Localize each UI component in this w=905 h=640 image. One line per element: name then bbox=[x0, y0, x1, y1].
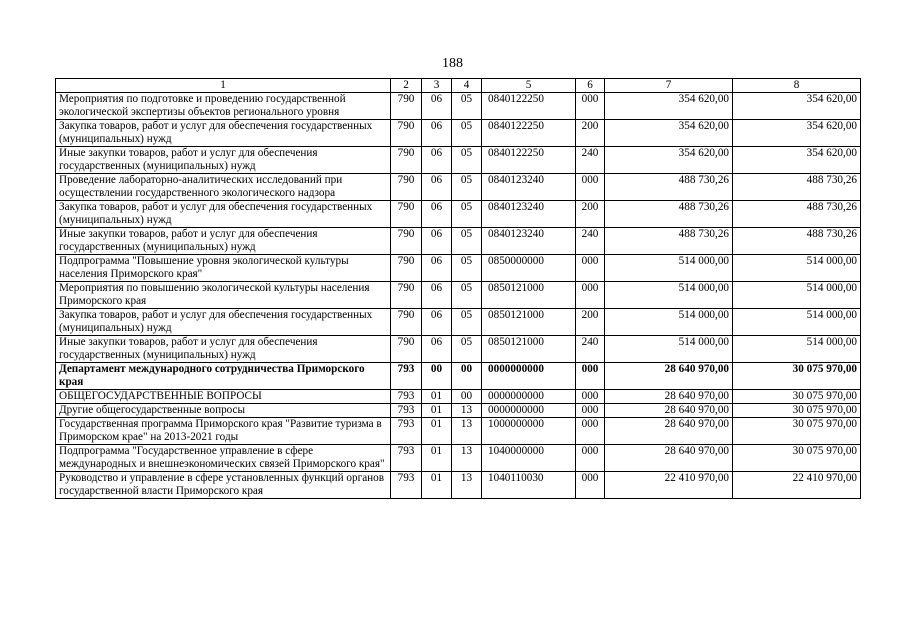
grbs-code-cell: 790 bbox=[391, 309, 422, 336]
grbs-code-cell: 790 bbox=[391, 201, 422, 228]
subsection-code-cell: 05 bbox=[452, 309, 482, 336]
target-article-cell: 1000000000 bbox=[482, 418, 576, 445]
amount-year1-cell: 28 640 970,00 bbox=[605, 404, 733, 418]
target-article-cell: 1040000000 bbox=[482, 445, 576, 472]
expense-type-cell: 000 bbox=[576, 282, 605, 309]
page-number: 188 bbox=[442, 56, 463, 71]
amount-year2-cell: 488 730,26 bbox=[733, 228, 861, 255]
table-row bbox=[56, 404, 861, 418]
table-row bbox=[56, 282, 861, 309]
amount-year2-cell: 488 730,26 bbox=[733, 174, 861, 201]
table-row bbox=[56, 309, 861, 336]
amount-year1-cell: 354 620,00 bbox=[605, 147, 733, 174]
amount-year1-cell: 514 000,00 bbox=[605, 255, 733, 282]
subsection-code-cell: 13 bbox=[452, 445, 482, 472]
section-code-cell: 06 bbox=[422, 255, 452, 282]
target-article-cell: 0850121000 bbox=[482, 336, 576, 363]
section-code-cell: 06 bbox=[422, 336, 452, 363]
table-row bbox=[56, 390, 861, 404]
amount-year1-cell: 28 640 970,00 bbox=[605, 418, 733, 445]
column-header: 4 bbox=[452, 79, 482, 93]
row-name-cell: Подпрограмма "Повышение уровня экологической культуры населения Приморского края" bbox=[56, 255, 391, 282]
grbs-code-cell: 790 bbox=[391, 147, 422, 174]
row-name-cell: Закупка товаров, работ и услуг для обеспечения государственных (муниципальных) нужд bbox=[56, 120, 391, 147]
amount-year2-cell: 30 075 970,00 bbox=[733, 418, 861, 445]
table-row bbox=[56, 120, 861, 147]
expense-type-cell: 000 bbox=[576, 390, 605, 404]
section-code-cell: 06 bbox=[422, 174, 452, 201]
grbs-code-cell: 793 bbox=[391, 404, 422, 418]
column-header: 3 bbox=[422, 79, 452, 93]
amount-year2-cell: 514 000,00 bbox=[733, 282, 861, 309]
amount-year2-cell: 354 620,00 bbox=[733, 120, 861, 147]
section-code-cell: 06 bbox=[422, 201, 452, 228]
subsection-code-cell: 05 bbox=[452, 201, 482, 228]
subsection-code-cell: 05 bbox=[452, 282, 482, 309]
amount-year1-cell: 354 620,00 bbox=[605, 93, 733, 120]
expense-type-cell: 000 bbox=[576, 418, 605, 445]
grbs-code-cell: 793 bbox=[391, 390, 422, 404]
section-code-cell: 00 bbox=[422, 363, 452, 390]
table-row bbox=[56, 472, 861, 499]
table-row bbox=[56, 255, 861, 282]
column-header: 5 bbox=[482, 79, 576, 93]
target-article-cell: 0840123240 bbox=[482, 228, 576, 255]
subsection-code-cell: 05 bbox=[452, 147, 482, 174]
subsection-code-cell: 05 bbox=[452, 255, 482, 282]
grbs-code-cell: 790 bbox=[391, 120, 422, 147]
column-header: 1 bbox=[56, 79, 391, 93]
section-code-cell: 01 bbox=[422, 445, 452, 472]
row-name-cell: Мероприятия по повышению экологической культуры населения Приморского края bbox=[56, 282, 391, 309]
target-article-cell: 0000000000 bbox=[482, 363, 576, 390]
grbs-code-cell: 793 bbox=[391, 472, 422, 499]
table-row bbox=[56, 201, 861, 228]
amount-year1-cell: 514 000,00 bbox=[605, 336, 733, 363]
budget-table bbox=[55, 78, 861, 499]
grbs-code-cell: 790 bbox=[391, 336, 422, 363]
amount-year1-cell: 488 730,26 bbox=[605, 201, 733, 228]
amount-year2-cell: 354 620,00 bbox=[733, 93, 861, 120]
table-row bbox=[56, 363, 861, 390]
section-code-cell: 06 bbox=[422, 309, 452, 336]
expense-type-cell: 200 bbox=[576, 201, 605, 228]
table-row bbox=[56, 445, 861, 472]
amount-year2-cell: 30 075 970,00 bbox=[733, 445, 861, 472]
amount-year2-cell: 514 000,00 bbox=[733, 309, 861, 336]
subsection-code-cell: 05 bbox=[452, 174, 482, 201]
target-article-cell: 0000000000 bbox=[482, 404, 576, 418]
subsection-code-cell: 05 bbox=[452, 228, 482, 255]
row-name-cell: ОБЩЕГОСУДАРСТВЕННЫЕ ВОПРОСЫ bbox=[56, 390, 391, 404]
section-code-cell: 01 bbox=[422, 418, 452, 445]
subsection-code-cell: 00 bbox=[452, 390, 482, 404]
target-article-cell: 0850000000 bbox=[482, 255, 576, 282]
table-row bbox=[56, 174, 861, 201]
grbs-code-cell: 793 bbox=[391, 363, 422, 390]
amount-year1-cell: 514 000,00 bbox=[605, 309, 733, 336]
row-name-cell: Другие общегосударственные вопросы bbox=[56, 404, 391, 418]
expense-type-cell: 000 bbox=[576, 255, 605, 282]
table-row bbox=[56, 336, 861, 363]
table-body bbox=[56, 93, 861, 499]
section-code-cell: 06 bbox=[422, 282, 452, 309]
grbs-code-cell: 790 bbox=[391, 174, 422, 201]
amount-year1-cell: 28 640 970,00 bbox=[605, 445, 733, 472]
target-article-cell: 0840122250 bbox=[482, 120, 576, 147]
amount-year2-cell: 22 410 970,00 bbox=[733, 472, 861, 499]
target-article-cell: 0840123240 bbox=[482, 201, 576, 228]
target-article-cell: 0000000000 bbox=[482, 390, 576, 404]
column-header: 8 bbox=[733, 79, 861, 93]
subsection-code-cell: 05 bbox=[452, 93, 482, 120]
target-article-cell: 1040110030 bbox=[482, 472, 576, 499]
amount-year2-cell: 514 000,00 bbox=[733, 336, 861, 363]
row-name-cell: Иные закупки товаров, работ и услуг для обеспечения государственных (муниципальных) нужд bbox=[56, 336, 391, 363]
amount-year2-cell: 354 620,00 bbox=[733, 147, 861, 174]
table-row bbox=[56, 93, 861, 120]
subsection-code-cell: 00 bbox=[452, 363, 482, 390]
section-code-cell: 01 bbox=[422, 390, 452, 404]
amount-year1-cell: 488 730,26 bbox=[605, 174, 733, 201]
target-article-cell: 0840123240 bbox=[482, 174, 576, 201]
section-code-cell: 01 bbox=[422, 404, 452, 418]
section-code-cell: 01 bbox=[422, 472, 452, 499]
expense-type-cell: 000 bbox=[576, 363, 605, 390]
subsection-code-cell: 05 bbox=[452, 336, 482, 363]
row-name-cell: Департамент международного сотрудничества Приморского края bbox=[56, 363, 391, 390]
grbs-code-cell: 793 bbox=[391, 418, 422, 445]
target-article-cell: 0840122250 bbox=[482, 93, 576, 120]
grbs-code-cell: 790 bbox=[391, 282, 422, 309]
column-header: 2 bbox=[391, 79, 422, 93]
header-row bbox=[56, 79, 861, 93]
amount-year2-cell: 514 000,00 bbox=[733, 255, 861, 282]
target-article-cell: 0840122250 bbox=[482, 147, 576, 174]
row-name-cell: Подпрограмма "Государственное управление в сфере международных и внешнеэкономических связей Приморского края" bbox=[56, 445, 391, 472]
column-header: 7 bbox=[605, 79, 733, 93]
amount-year1-cell: 354 620,00 bbox=[605, 120, 733, 147]
amount-year1-cell: 22 410 970,00 bbox=[605, 472, 733, 499]
table-row bbox=[56, 147, 861, 174]
expense-type-cell: 200 bbox=[576, 309, 605, 336]
row-name-cell: Проведение лабораторно-аналитических исследований при осуществлении государственного экологического надзора bbox=[56, 174, 391, 201]
expense-type-cell: 000 bbox=[576, 445, 605, 472]
grbs-code-cell: 790 bbox=[391, 93, 422, 120]
section-code-cell: 06 bbox=[422, 93, 452, 120]
expense-type-cell: 240 bbox=[576, 147, 605, 174]
expense-type-cell: 000 bbox=[576, 404, 605, 418]
amount-year2-cell: 30 075 970,00 bbox=[733, 390, 861, 404]
table-row bbox=[56, 418, 861, 445]
row-name-cell: Руководство и управление в сфере установленных функций органов государственной власти Приморского края bbox=[56, 472, 391, 499]
section-code-cell: 06 bbox=[422, 120, 452, 147]
amount-year1-cell: 488 730,26 bbox=[605, 228, 733, 255]
subsection-code-cell: 13 bbox=[452, 404, 482, 418]
subsection-code-cell: 13 bbox=[452, 418, 482, 445]
grbs-code-cell: 790 bbox=[391, 255, 422, 282]
expense-type-cell: 000 bbox=[576, 472, 605, 499]
expense-type-cell: 000 bbox=[576, 174, 605, 201]
target-article-cell: 0850121000 bbox=[482, 282, 576, 309]
expense-type-cell: 000 bbox=[576, 93, 605, 120]
amount-year1-cell: 28 640 970,00 bbox=[605, 363, 733, 390]
amount-year2-cell: 30 075 970,00 bbox=[733, 363, 861, 390]
row-name-cell: Мероприятия по подготовке и проведению государственной экологической экспертизы объектов регионального уровня bbox=[56, 93, 391, 120]
amount-year1-cell: 514 000,00 bbox=[605, 282, 733, 309]
amount-year2-cell: 30 075 970,00 bbox=[733, 404, 861, 418]
subsection-code-cell: 13 bbox=[452, 472, 482, 499]
grbs-code-cell: 790 bbox=[391, 228, 422, 255]
target-article-cell: 0850121000 bbox=[482, 309, 576, 336]
amount-year1-cell: 28 640 970,00 bbox=[605, 390, 733, 404]
section-code-cell: 06 bbox=[422, 147, 452, 174]
grbs-code-cell: 793 bbox=[391, 445, 422, 472]
expense-type-cell: 240 bbox=[576, 336, 605, 363]
row-name-cell: Закупка товаров, работ и услуг для обеспечения государственных (муниципальных) нужд bbox=[56, 201, 391, 228]
row-name-cell: Иные закупки товаров, работ и услуг для обеспечения государственных (муниципальных) нужд bbox=[56, 228, 391, 255]
row-name-cell: Закупка товаров, работ и услуг для обеспечения государственных (муниципальных) нужд bbox=[56, 309, 391, 336]
row-name-cell: Государственная программа Приморского края "Развитие туризма в Приморском крае" на 2013-2021 годы bbox=[56, 418, 391, 445]
column-header: 6 bbox=[576, 79, 605, 93]
section-code-cell: 06 bbox=[422, 228, 452, 255]
table-row bbox=[56, 228, 861, 255]
amount-year2-cell: 488 730,26 bbox=[733, 201, 861, 228]
expense-type-cell: 240 bbox=[576, 228, 605, 255]
expense-type-cell: 200 bbox=[576, 120, 605, 147]
row-name-cell: Иные закупки товаров, работ и услуг для обеспечения государственных (муниципальных) нужд bbox=[56, 147, 391, 174]
subsection-code-cell: 05 bbox=[452, 120, 482, 147]
